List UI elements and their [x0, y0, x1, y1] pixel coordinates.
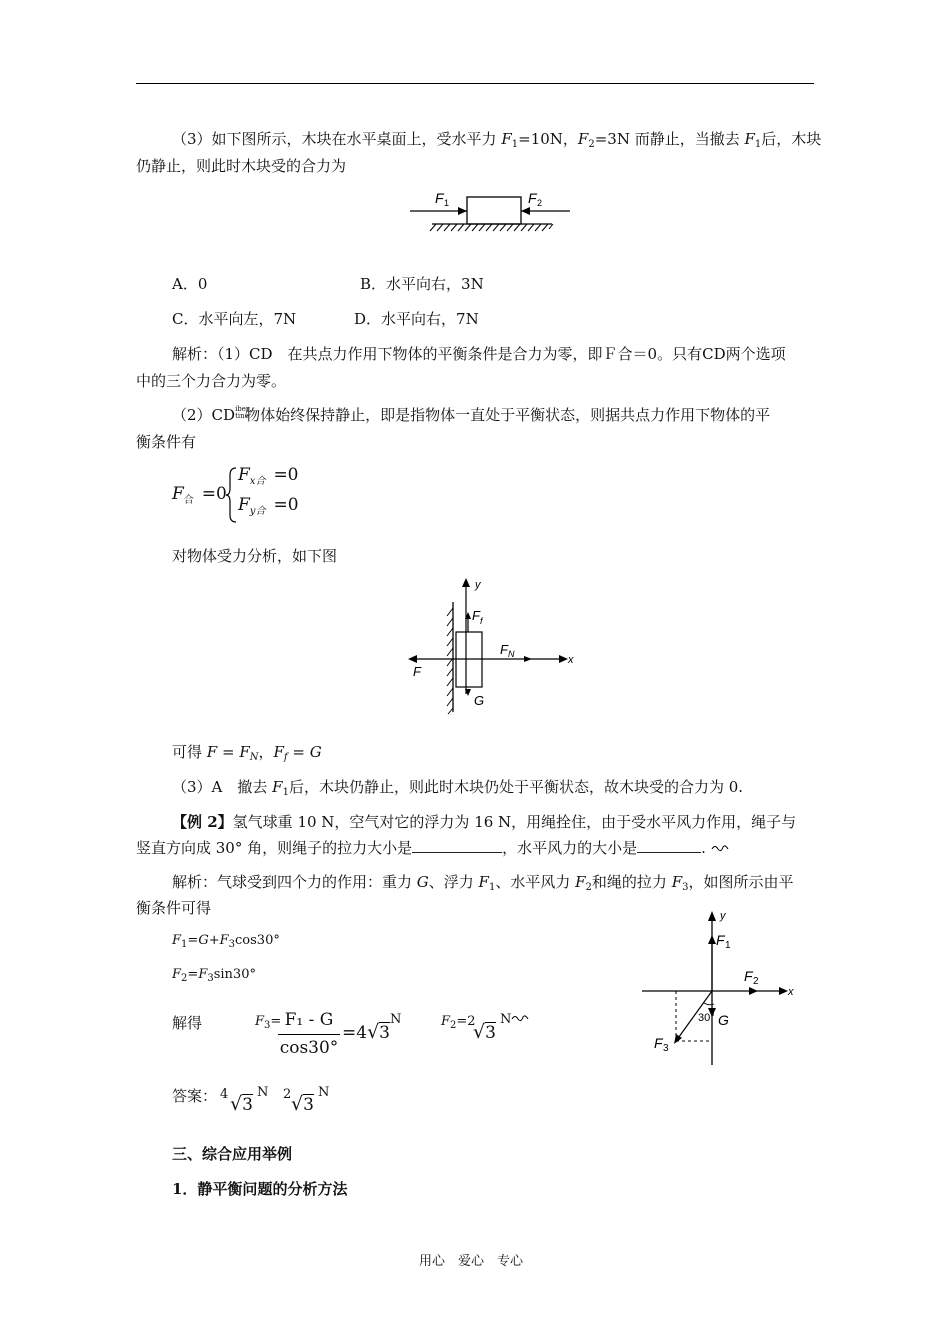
example2-text2c: .	[701, 839, 706, 857]
x-axis-head	[559, 655, 568, 663]
fig3-angle: 30°	[698, 1012, 715, 1024]
q3-text-a: （3）如下图所示，木块在水平桌面上，受水平力	[172, 130, 502, 148]
solve-eq: =	[270, 1014, 282, 1029]
option-c: C．水平向左，7N	[172, 310, 297, 328]
fig2-f: F	[413, 664, 421, 679]
fig1-f1-label: F	[435, 190, 444, 206]
block	[467, 197, 521, 224]
fig3-f2: F	[744, 968, 753, 984]
option-b: B．水平向右，3N	[360, 275, 484, 293]
example2-tag: 【例 2】	[172, 813, 233, 831]
answer-label: 答案：	[172, 1087, 218, 1105]
fraction-bar	[278, 1034, 340, 1035]
eq2-e1-f3-sub: 3	[228, 939, 236, 950]
force-analysis-text: 对物体受力分析，如下图	[172, 547, 338, 565]
solve-f2-symbol: F	[441, 1014, 451, 1029]
analysis3-b: 后，木块仍静止，则此时木块仍处于平衡状态，故木块受的合力为 0.	[288, 778, 744, 796]
result2-b: F	[239, 743, 250, 761]
analysis1-line2: 中的三个力合力为零。	[136, 372, 287, 390]
q3-line2: 仍静止，则此时木块受的合力为	[136, 157, 347, 175]
fig3-f2-sub: 2	[753, 976, 759, 987]
eq2-e1-g: G	[198, 933, 209, 948]
y-axis-head	[462, 578, 470, 587]
eq1-r2-sub: y合	[249, 506, 266, 517]
eq2-e2-b: =	[187, 967, 199, 982]
eq2-e2-a: F	[172, 967, 182, 982]
eq1-r2: F	[238, 495, 250, 515]
eq1-row2	[238, 495, 299, 517]
a4-g: G	[416, 873, 429, 891]
q3-f2: F	[577, 130, 589, 148]
eq2-e2-f3: F	[198, 967, 208, 982]
q3-f1b-sub: 1	[754, 139, 762, 150]
table-hatching	[430, 224, 553, 231]
fig3-f1-head	[708, 935, 716, 944]
eq2-e1-d: cos30°	[235, 933, 280, 948]
analysis3-f-sub: 1	[282, 787, 289, 798]
solve-result	[342, 1021, 390, 1043]
a4-f3: F	[671, 873, 683, 891]
example2-text1: 氢气球重 10 N，空气对它的浮力为 16 N，用绳拴住，由于受水平风力作用，绳子与	[232, 813, 797, 831]
fig2-fn-sub: N	[508, 649, 515, 659]
f1-arrow-head	[458, 207, 467, 215]
solve-res-coef: =4	[342, 1023, 368, 1043]
eq2-e1-a-sub: 1	[181, 939, 188, 950]
analysis3-f: F	[272, 778, 283, 796]
balloon-force-figure	[636, 905, 816, 1070]
answer-b-unit: N	[318, 1085, 330, 1100]
page-footer: 用心 爱心 专心	[419, 1254, 524, 1269]
solve-f2-root-wrap	[473, 1021, 496, 1043]
answer-sqrt-icon: √	[230, 1093, 243, 1115]
example2-text2b: ，水平风力的大小是	[502, 839, 638, 857]
sqrt-icon-2: √	[473, 1021, 486, 1043]
a4-text-b: 、浮力	[428, 873, 479, 891]
eq2-e2-f3-sub: 3	[207, 973, 214, 984]
solve-f3-sub: 3	[264, 1020, 271, 1031]
analysis4-line2: 衡条件可得	[136, 899, 212, 917]
mark-bot: tine	[235, 412, 249, 420]
eq-f2	[172, 967, 256, 984]
result2-sep: ，	[258, 743, 274, 761]
q3-f2-sub: 2	[588, 139, 595, 150]
a4-f3-sub: 3	[682, 882, 689, 893]
solve-f2-unit-wrap	[500, 1012, 529, 1027]
eq1-row1	[238, 465, 299, 487]
solve-unit: N	[390, 1012, 402, 1027]
answer-b-coef: 2	[283, 1087, 292, 1102]
result2	[172, 741, 322, 763]
eq2-e2-c: sin30°	[213, 967, 256, 982]
result2-c-sub: f	[283, 752, 288, 763]
scribble-icon	[711, 843, 729, 853]
fig2-ff-sub: f	[480, 616, 483, 626]
section-3-heading: 三、综合应用举例	[172, 1145, 293, 1163]
q3-f1-sub: 1	[511, 139, 519, 150]
fraction-denominator: cos30°	[279, 1038, 339, 1058]
result2-eq: =	[217, 743, 240, 761]
result2-a: F	[206, 743, 218, 761]
fig3-f3-sub: 3	[663, 1043, 669, 1054]
analysis1-line1: 解析：（1）CD 在共点力作用下物体的平衡条件是合力为零，即Ｆ合＝0。只有CD两个选项	[172, 345, 786, 363]
result2-b-sub: N	[249, 752, 259, 763]
solve-f2-sub: 2	[450, 1020, 457, 1031]
solve-f2-eq: =2	[456, 1014, 476, 1029]
solve-f3-symbol: F	[255, 1014, 265, 1029]
result2-d: G	[309, 743, 322, 761]
fig2-fn: F	[500, 642, 508, 657]
result2-prefix: 可得	[172, 743, 207, 761]
fraction-numerator: F₁ - G	[284, 1010, 334, 1030]
a4-f1-sub: 1	[488, 882, 496, 893]
eq1-lhs-sub: 合	[183, 495, 194, 506]
a4-f2-sub: 2	[585, 882, 592, 893]
example2-line1	[172, 811, 796, 832]
eq1-r2-val: =0	[273, 495, 299, 515]
eq2-e1-c: +	[208, 933, 220, 948]
answer-a-coef: 4	[220, 1087, 229, 1102]
a4-text-e: ，如图所示由平	[688, 873, 794, 891]
solve-res-root: 3	[379, 1023, 390, 1043]
wall-hatching	[447, 608, 453, 714]
mark-top: iber	[235, 405, 250, 413]
eq2-e2-a-sub: 2	[181, 973, 188, 984]
wind-force-blank[interactable]	[637, 852, 701, 853]
solve-label: 解得	[172, 1014, 203, 1032]
analysis2-line1	[172, 404, 770, 425]
solve-f2-root: 3	[485, 1023, 496, 1043]
fig1-f1-sub: 1	[444, 198, 450, 208]
q3-f1b: F	[744, 130, 755, 148]
analysis3-a: （3）A 撤去	[172, 778, 273, 796]
option-d: D．水平向右，7N	[354, 310, 479, 328]
fig1-f2-label: F	[528, 190, 537, 206]
q3-f1: F	[501, 130, 512, 148]
fig3-f3: F	[654, 1035, 663, 1051]
eq2-e1-f3: F	[219, 933, 229, 948]
eq1-eq0: =0	[201, 484, 227, 504]
fig2-y: y	[475, 579, 481, 591]
eq-f1	[172, 933, 280, 950]
sqrt-icon: √	[367, 1021, 380, 1043]
example2-line2	[136, 837, 729, 858]
fig3-x: x	[788, 986, 794, 998]
fig3-f3-head	[674, 1034, 682, 1044]
fig3-g: G	[718, 1012, 729, 1028]
a4-text-c: 、水平风力	[495, 873, 576, 891]
solve-f2-unit: N	[500, 1012, 512, 1027]
answer-b-root-wrap	[291, 1093, 314, 1115]
fig2-x: x	[568, 654, 574, 666]
answer-a-unit: N	[257, 1085, 269, 1100]
a4-text-a: 解析：气球受到四个力的作用：重力	[172, 873, 417, 891]
answer-a-root: 3	[242, 1095, 253, 1115]
eq2-e1-a: F	[172, 933, 182, 948]
brace	[226, 466, 238, 524]
f2-arrow-head	[521, 207, 530, 215]
fig3-f1-sub: 1	[725, 940, 731, 951]
fig3-f1: F	[716, 932, 725, 948]
analysis3	[172, 776, 743, 798]
result2-eq2: =	[287, 743, 310, 761]
eq1-r1: F	[238, 465, 250, 485]
example2-text2a: 竖直方向成 30° 角，则绳子的拉力大小是	[136, 839, 413, 857]
solve-f2	[441, 1014, 476, 1031]
scribble-icon-2	[511, 1013, 529, 1023]
fig3-y: y	[720, 910, 726, 922]
a4-text-d: 和绳的拉力	[591, 873, 672, 891]
q3-text-d: 后，木块	[761, 130, 822, 148]
fig3-f2-head	[749, 987, 758, 995]
analysis2-mark	[235, 405, 250, 420]
equilibrium-lhs	[172, 484, 227, 506]
fn-arrow-head	[524, 656, 532, 662]
tension-blank[interactable]	[412, 852, 502, 853]
analysis2-line2: 衡条件有	[136, 433, 197, 451]
eq1-r1-val: =0	[273, 465, 299, 485]
header-rule	[136, 83, 814, 84]
fig1-f2-sub: 2	[537, 198, 543, 208]
q3-text-b: =10N，	[518, 130, 578, 148]
a4-f2: F	[575, 873, 586, 891]
wall-block-figure	[400, 572, 590, 722]
fig2-g: G	[474, 693, 485, 708]
q3-text-c: =3N 而静止，当撤去	[594, 130, 745, 148]
analysis4-line1	[172, 871, 794, 893]
fig2-ff: F	[472, 608, 480, 623]
answer-sqrt-icon-2: √	[291, 1093, 304, 1115]
fig3-x-head	[779, 987, 788, 995]
section-3-1-heading: 1．静平衡问题的分析方法	[172, 1180, 348, 1198]
answer-b-root: 3	[303, 1095, 314, 1115]
eq2-e1-b: =	[187, 933, 199, 948]
option-a: A．0	[172, 275, 208, 293]
fig3-y-head	[708, 911, 716, 921]
a4-f1: F	[478, 873, 489, 891]
f-arrow-head	[408, 655, 417, 663]
eq1-r1-sub: x合	[249, 476, 266, 487]
result2-c: F	[273, 743, 284, 761]
analysis2-text-a: （2）CD	[172, 406, 236, 424]
analysis2-text-b: 物体始终保持静止，即是指物体一直处于平衡状态，则据共点力作用下物体的平	[245, 406, 771, 424]
answer-a-root-wrap	[230, 1093, 253, 1115]
block-force-figure	[400, 185, 580, 235]
q3-line1	[172, 128, 821, 150]
eq1-lhs: F	[172, 484, 184, 504]
